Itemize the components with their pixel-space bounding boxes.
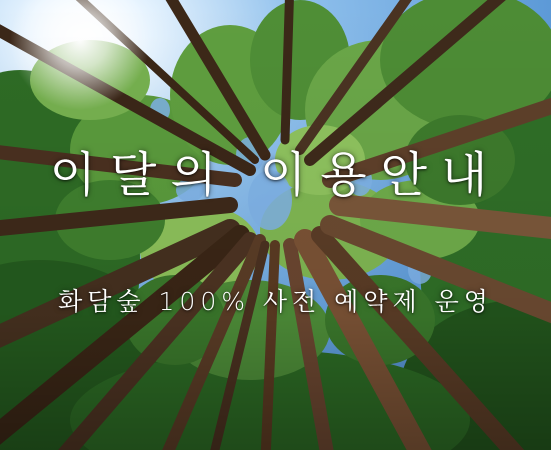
poster-subtitle: 화담숲 100% 사전 예약제 운영 [58,287,493,316]
poster-title: 이달의 이용안내 [49,147,502,203]
